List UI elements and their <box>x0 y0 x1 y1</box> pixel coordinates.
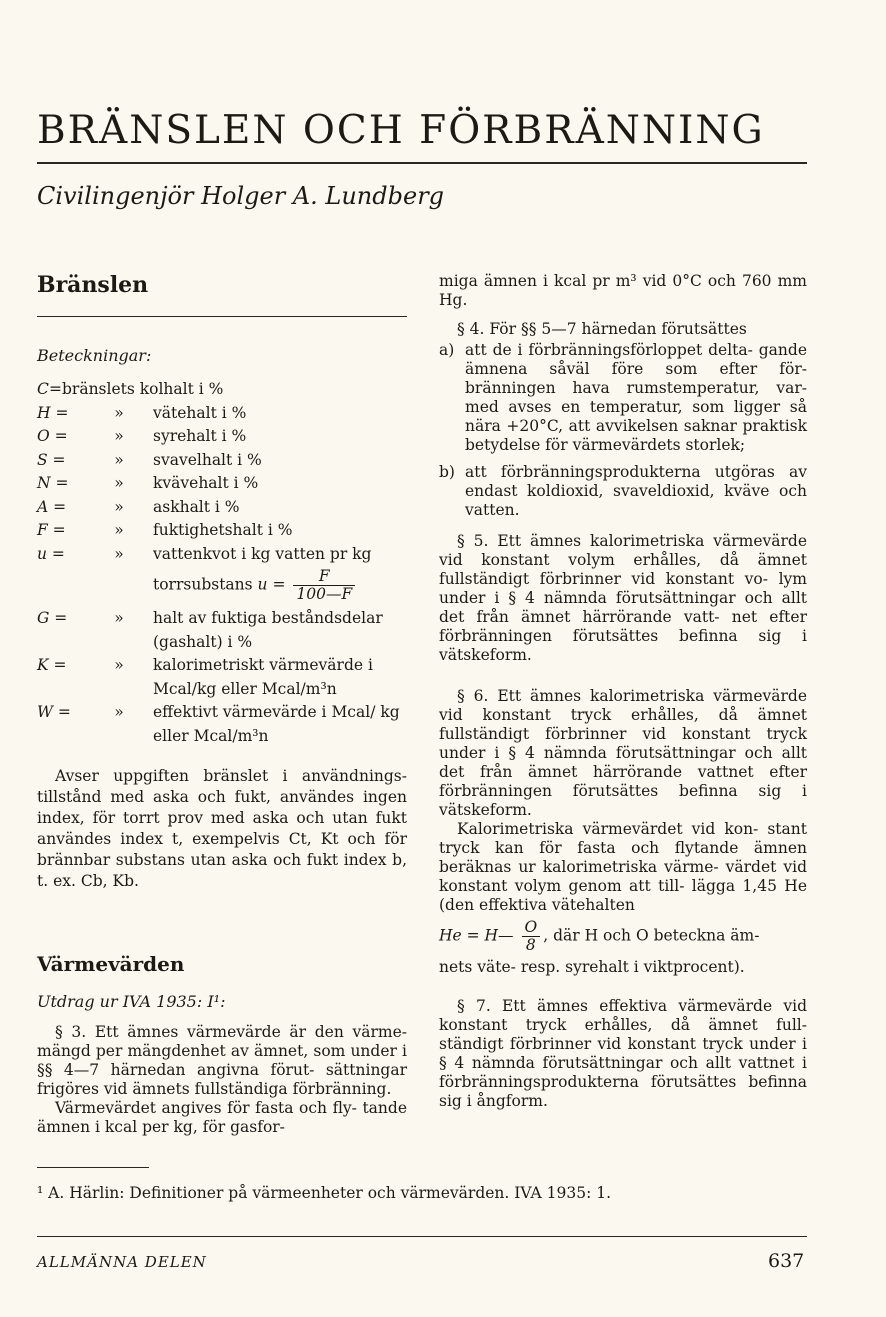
definition-row <box>37 654 417 701</box>
definition-row <box>37 378 417 402</box>
index-paragraph <box>37 766 407 892</box>
definition-row-torrsubstans <box>37 568 417 603</box>
formula-tail: nets väte- resp. syrehalt i viktprocent). <box>439 958 745 976</box>
footnote-rule <box>37 1167 149 1168</box>
torr-num: F <box>293 568 355 586</box>
def-mark: » <box>114 544 124 563</box>
list-label: b) <box>439 463 455 481</box>
def-text: halt av fuktiga beståndsdelar (gashalt) i % <box>153 609 383 651</box>
def-symbol: C <box>37 380 49 398</box>
left-column-text <box>37 1023 407 1137</box>
paragraph-5: § 5. Ett ämnes kalorimetriska värmevärde vid konstant volym erhålles, då ämnet fullständigt förbrinner vid konstant vo- lym under i § 4 nämnda förutsättningar och allt det från ämnet härrörande vatt- net efter förbränningen förutsättes befinna sig i vätskeform. <box>439 532 807 664</box>
page-number: 637 <box>768 1250 805 1272</box>
paragraph: Avser uppgiften bränslet i användnings- tillstånd med aska och fukt, användes ingen index, för torrt prov med aska och utan fukt användes index t, exempelvis Ct, Kt och för brännbar substans utan aska och fukt index b, t. ex. Cb, Kb. <box>37 767 407 890</box>
author-line: Civilingenjör Holger A. Lundberg <box>37 182 445 210</box>
def-symbol: W = <box>37 703 71 721</box>
def-text: fuktighetshalt i % <box>153 521 293 539</box>
def-symbol: F = <box>37 521 66 539</box>
right-column-text <box>439 272 807 1111</box>
paragraph-7: § 7. Ett ämnes effektiva värmevärde vid konstant tryck erhålles, då ämnet full- ständigt förbrinner vid konstant tryck under i § 4 nämnda förutsättningar och allt vattnet i förbränningsprodukterna förutsättes befinna sig i ångform. <box>439 997 807 1110</box>
torr-den: 100—F <box>296 585 353 603</box>
def-symbol: S = <box>37 450 66 469</box>
section-rule <box>37 316 407 317</box>
list-label: a) <box>439 341 455 359</box>
def-symbol: K = <box>37 656 67 674</box>
definition-row <box>37 607 417 654</box>
definition-row <box>37 449 417 473</box>
def-symbol: u = <box>37 544 65 563</box>
torr-eq: u = <box>257 575 286 594</box>
def-symbol: O = <box>37 427 68 445</box>
def-mark: » <box>114 474 124 492</box>
definition-row <box>37 425 417 449</box>
def-text: vätehalt i % <box>153 403 247 422</box>
def-mark: » <box>114 609 124 627</box>
formula-line <box>439 919 807 954</box>
def-text: kvävehalt i % <box>153 474 259 492</box>
def-text: kalorimetriskt värmevärde i Mcal/kg eller Mcal/m³n <box>153 656 373 698</box>
def-mark: » <box>114 703 124 721</box>
def-text: askhalt i % <box>153 497 240 516</box>
def-symbol: H = <box>37 403 69 422</box>
def-symbol: G = <box>37 609 68 627</box>
def-symbol: A = <box>37 497 67 516</box>
def-mark: » <box>114 521 124 539</box>
article-title: BRÄNSLEN OCH FÖRBRÄNNING <box>37 108 765 153</box>
def-mark: » <box>114 656 124 674</box>
def-mark: » <box>114 403 124 422</box>
definition-row <box>37 519 417 543</box>
footer-rule <box>37 1236 807 1237</box>
formula-lhs: He = H— <box>439 926 514 945</box>
footer-section-name: ALLMÄNNA DELEN <box>37 1253 207 1271</box>
formula-fraction <box>522 919 541 954</box>
list-body: att de i förbränningsförloppet delta- gande ämnena såväl före som efter för- bränningen hava rumstemperatur, var- med avses en temperatur, som ligger så nära +20°C, att avvikelsen saknar praktisk betydelse för värmevärdets storlek; <box>465 341 807 454</box>
def-mark: = <box>49 380 62 398</box>
title-rule <box>37 162 807 164</box>
paragraph-4: § 4. För §§ 5—7 härnedan förutsättes <box>457 320 747 338</box>
definition-row <box>37 472 417 496</box>
definition-row <box>37 496 417 520</box>
def-mark: » <box>114 497 124 516</box>
subheading-utdrag: Utdrag ur IVA 1935: I¹: <box>37 992 226 1011</box>
torr-prefix: torrsubstans <box>153 575 253 594</box>
paragraph-3: § 3. Ett ämnes värmevärde är den värme- mängd per mängdenhet av ämnet, som under i §§ 4—7 härnedan angivna förut- sättningar frigöres vid ämnets fullständiga förbränning. <box>37 1023 407 1098</box>
footnote: ¹ A. Härlin: Definitioner på värmeenheter och värmevärden. IVA 1935: 1. <box>37 1184 612 1202</box>
paragraph-6: § 6. Ett ämnes kalorimetriska värmevärde vid konstant tryck erhålles, då ämnet fullständigt förbrinner vid konstant tryck under i § 4 nämnda förutsättningar och allt det från ämnet härrörande vattnet efter förbränningen förutsättes befinna sig i vätskeform. <box>439 687 807 819</box>
definition-row <box>37 701 417 748</box>
paragraph-varmevardet: Värmevärdet angives för fasta och fly- tande ämnen i kcal per kg, för gasfor- <box>37 1099 407 1136</box>
formula-den: 8 <box>525 936 536 954</box>
paragraph-continued: miga ämnen i kcal pr m³ vid 0°C och 760 mm Hg. <box>439 272 807 309</box>
definition-row <box>37 402 417 426</box>
def-text: effektivt värmevärde i Mcal/ kg eller Mcal/m³n <box>153 703 400 745</box>
formula-num: O <box>522 919 541 937</box>
list-body: att förbränningsprodukterna utgöras av endast koldioxid, svaveldioxid, kväve och vatten. <box>465 463 807 519</box>
section-heading-bransle: Bränslen <box>37 272 149 298</box>
def-text: svavelhalt i % <box>153 450 262 469</box>
paragraph-6b: Kalorimetriska värmevärdet vid kon- stant tryck kan för fasta och flytande ämnen beräknas ur kalorimetriska värme- värdet vid konstant volym genom att till- lägga 1,45 He (den effektiva vätehalten <box>439 820 807 914</box>
def-mark: » <box>114 450 124 469</box>
def-text: syrehalt i % <box>153 427 247 445</box>
subheading-beteckningar: Beteckningar: <box>37 346 152 365</box>
def-symbol: N = <box>37 474 69 492</box>
list-item-a <box>439 341 807 455</box>
def-text: vattenkvot i kg vatten pr kg <box>153 544 372 563</box>
list-item-b <box>439 463 807 520</box>
definition-row <box>37 543 417 567</box>
torr-fraction <box>293 568 355 603</box>
def-text: bränslets kolhalt i % <box>62 380 224 398</box>
formula-rest: , där H och O beteckna äm- <box>543 926 760 945</box>
definition-list <box>37 378 417 748</box>
def-mark: » <box>114 427 124 445</box>
section-heading-varmevarden: Värmevärden <box>37 952 185 976</box>
